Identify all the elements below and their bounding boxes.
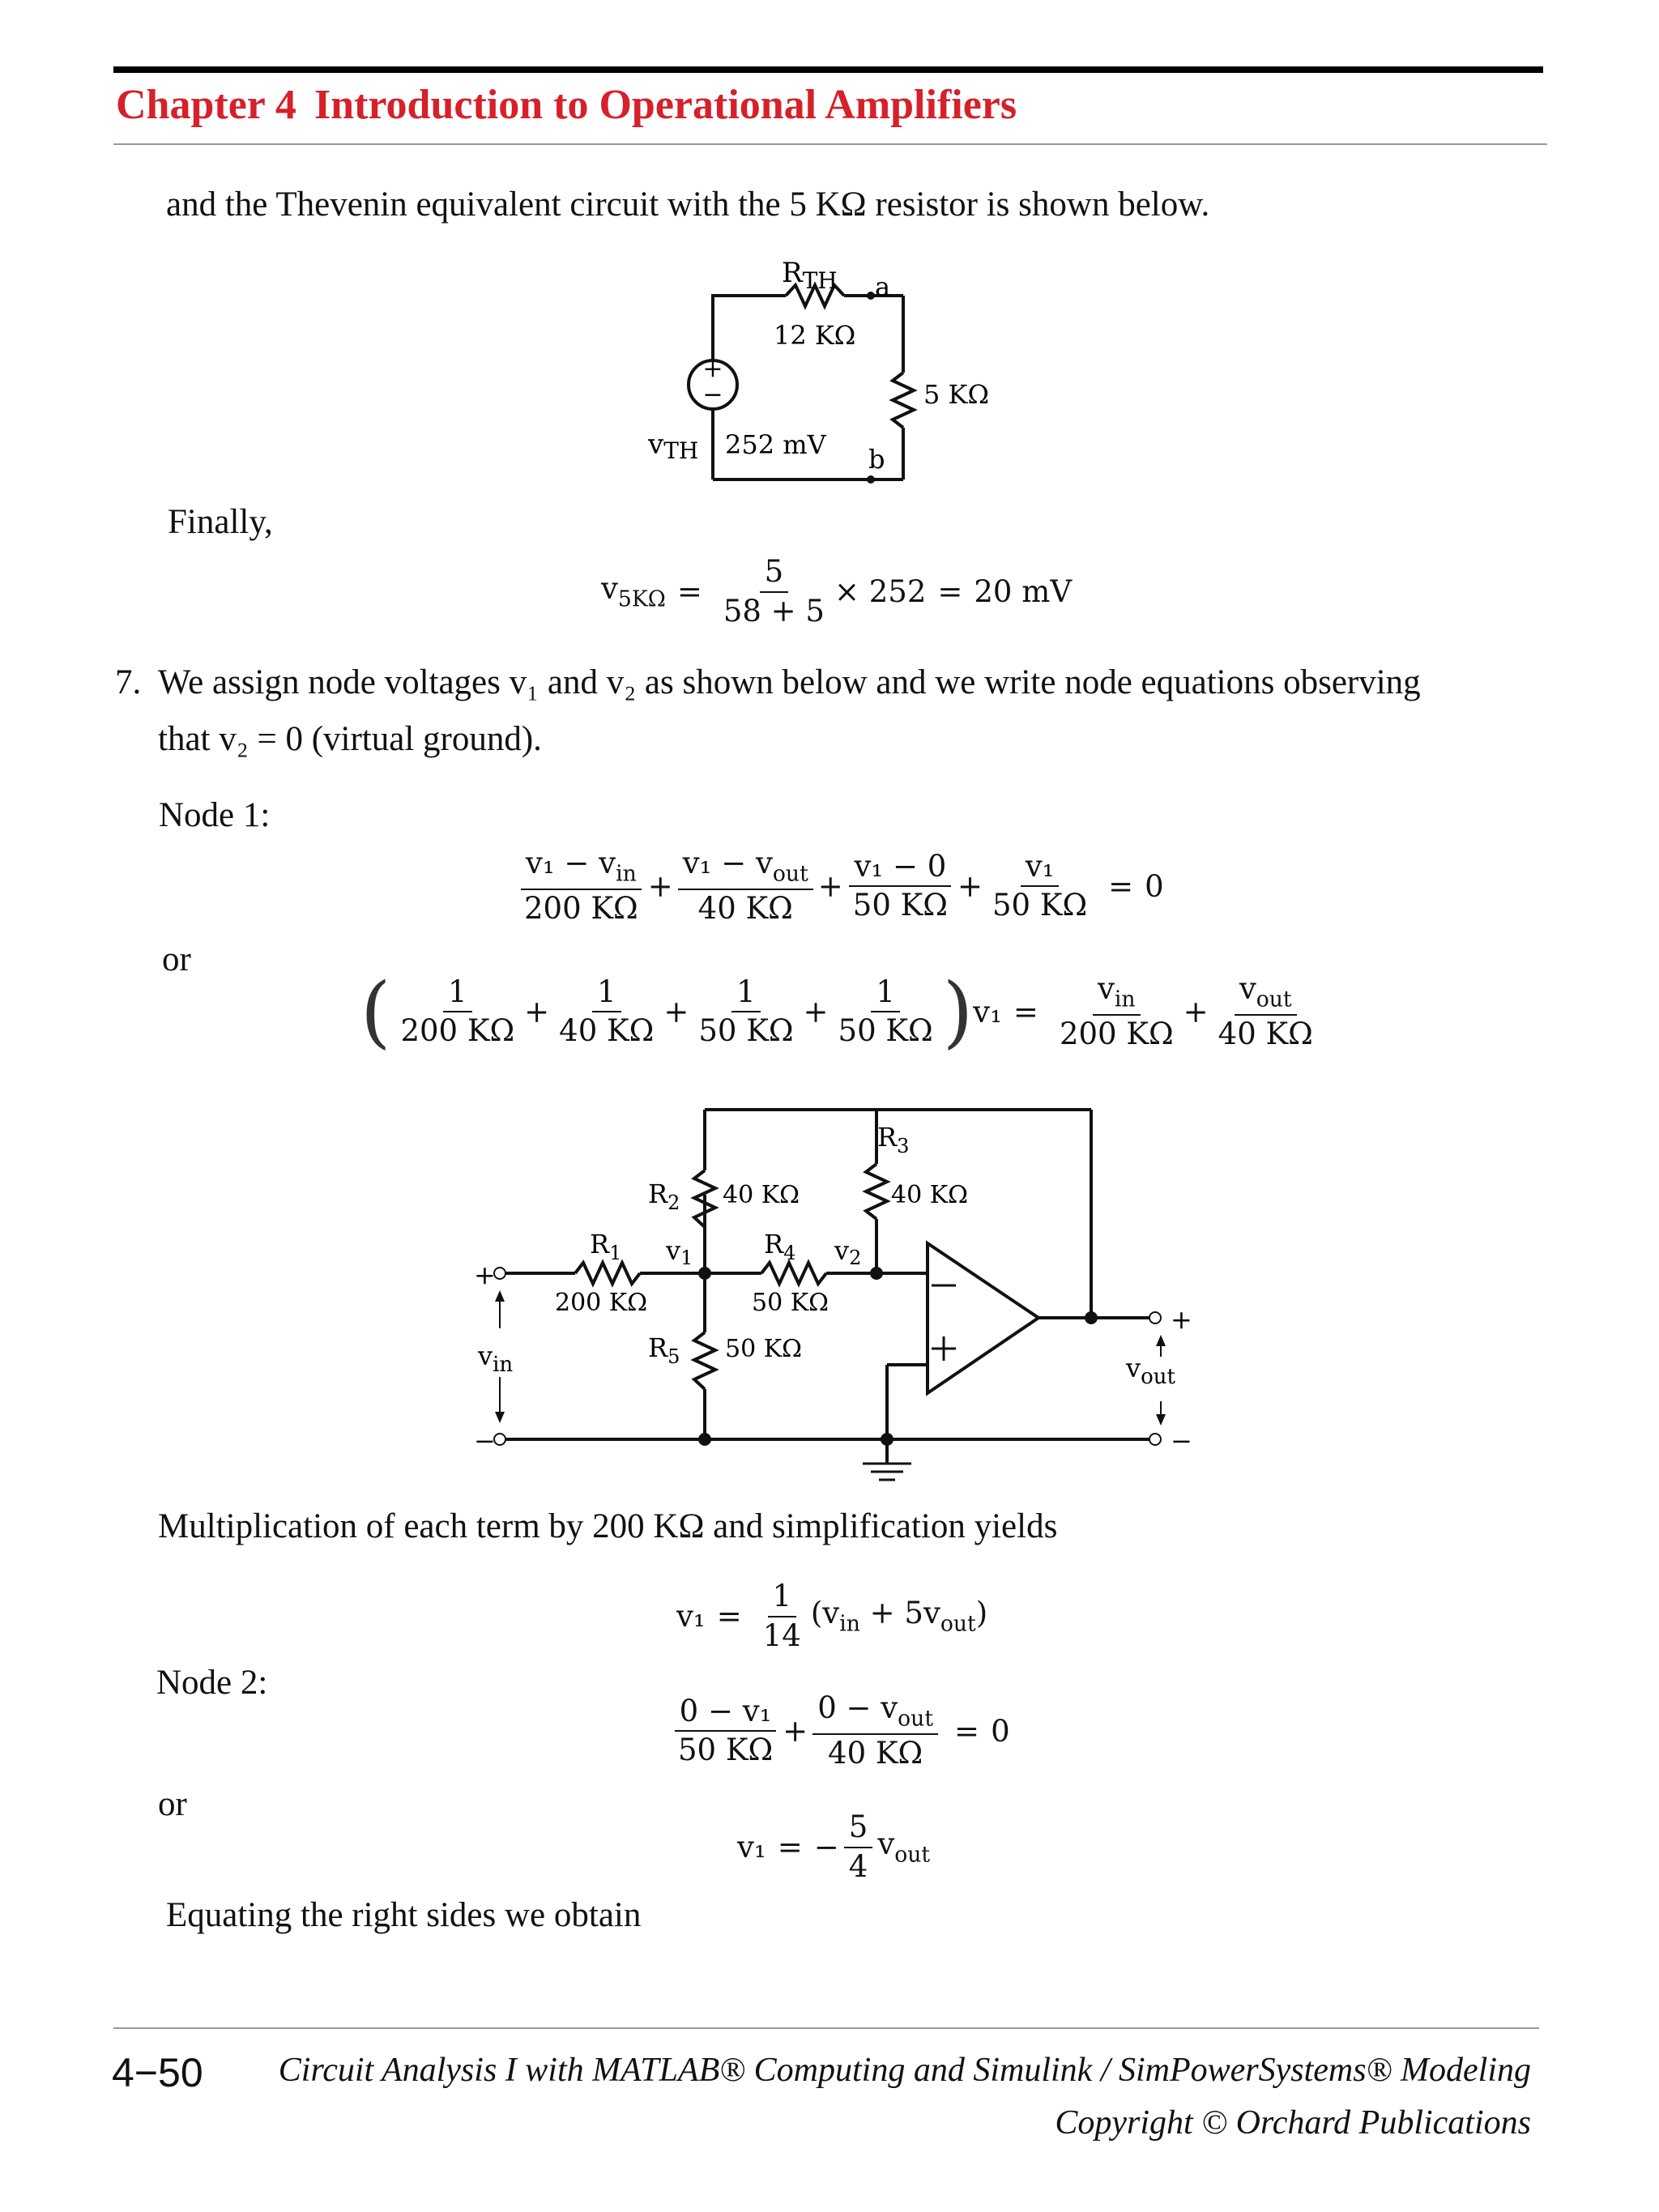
vout-plus-label: + (1171, 1304, 1192, 1335)
node-v1-dot (698, 1267, 711, 1280)
eq-sign-2: = (937, 574, 963, 610)
thevenin-circuit-diagram (624, 257, 989, 494)
rhs-vout-term: $\frac{v_{out}}{40 K\Omega}$ (1218, 971, 1313, 1051)
v5k-lhs: $v_{5K\Omega}$ (601, 571, 666, 612)
r5-value: 50 KΩ (725, 1335, 802, 1363)
finally-text: Finally, (168, 503, 273, 541)
vout-plus-terminal (1149, 1312, 1161, 1323)
times-term: × 252 (834, 574, 927, 610)
equation-node1 (514, 846, 1164, 926)
rth-label: $R_{TH}$ (782, 257, 838, 294)
equation-v1-first (676, 1579, 987, 1653)
vin-minus-label: − (474, 1426, 496, 1456)
node2-term1: $\frac{\text{0 − v₁}}{50 K\Omega}$ (673, 1694, 778, 1768)
thevenin-intro-text: and the Thevenin equivalent circuit with the 5 KΩ resistor is shown below. (166, 185, 1210, 224)
item-7-number: 7. (115, 663, 142, 701)
v1-lhs: v₁ (676, 1599, 706, 1634)
node-a-label: a (875, 271, 891, 302)
right-paren: ) (942, 966, 974, 1058)
load-value: 5 KΩ (923, 379, 989, 410)
node1-label: Node 1: (159, 796, 271, 834)
eq-sign: = (777, 1830, 803, 1865)
node-v2-dot (870, 1267, 883, 1280)
output-node-dot (1085, 1311, 1098, 1324)
or-label-2: or (158, 1785, 187, 1823)
node1-term3: $\frac{\text{v₁ − 0}}{50 K\Omega}$ (848, 850, 953, 923)
plus: + (524, 994, 550, 1029)
plus: + (783, 1713, 808, 1749)
r5-resistor (694, 1332, 715, 1389)
equation-node2 (668, 1691, 1010, 1771)
equating-text: Equating the right sides we obtain (166, 1896, 642, 1934)
op-amp-triangle (928, 1243, 1038, 1393)
r1-value: 200 KΩ (555, 1289, 648, 1317)
minus-sign: − (813, 1830, 839, 1865)
v1-lhs: v₁ (737, 1830, 766, 1865)
source-minus: − (702, 381, 723, 409)
vth-label: vTH (648, 428, 699, 464)
equation-node1-rearranged (360, 966, 1323, 1058)
r1-label: $R_1$ (590, 1229, 622, 1264)
five-fourths: $\frac{5}{4}$ (844, 1810, 873, 1884)
r3-label: $R_3$ (877, 1122, 910, 1157)
term-1-over-40k: $\frac{1}{40 K\Omega}$ (559, 974, 655, 1049)
v1-rhs-expression: $(v_{in} + 5v_{out})$ (810, 1596, 988, 1637)
source-plus: + (702, 355, 723, 383)
eq-sign: = (676, 574, 702, 610)
node1-term2: $\frac{v_1 - v_{out}}{40 K\Omega}$ (678, 846, 813, 926)
eq-sign: = (954, 1713, 980, 1749)
r4-resistor (761, 1263, 826, 1284)
r2-value: 40 KΩ (723, 1181, 800, 1209)
v1-label: v1 (666, 1235, 693, 1269)
vout-minus-label: − (1171, 1426, 1192, 1456)
multiplication-text: Multiplication of each term by 200 KΩ and simplification yields (158, 1507, 1058, 1545)
r3-value: 40 KΩ (891, 1181, 968, 1209)
copyright-line: Copyright © Orchard Publications (1055, 2104, 1531, 2142)
r1-resistor (575, 1263, 640, 1284)
chapter-heading (116, 81, 1017, 129)
node2-rhs: 0 (991, 1713, 1010, 1749)
fraction: $\frac{5}{58 + 5}$ (723, 554, 825, 629)
vth-value: 252 mV (725, 429, 826, 460)
op-amp-circuit-diagram (454, 1097, 1223, 1502)
plus: + (647, 868, 673, 904)
vin-minus-terminal (494, 1434, 505, 1445)
r2-label: $R_2$ (648, 1178, 680, 1214)
term-1-over-50k-b: $\frac{1}{50 K\Omega}$ (838, 974, 933, 1049)
eq-sign: = (1013, 994, 1038, 1029)
node1-term1: $\frac{v_1 - v_{in}}{200 K\Omega}$ (519, 846, 643, 926)
node2-term2: $\frac{0 - v_{out}}{40 K\Omega}$ (812, 1691, 938, 1771)
book-title: Circuit Analysis I with MATLAB® Computing and Simulink / SimPowerSystems® Modeling (278, 2052, 1531, 2089)
load-resistor (893, 373, 914, 428)
footer-rule (113, 2027, 1539, 2029)
vout-minus-terminal (1149, 1434, 1161, 1445)
plus: + (1183, 994, 1209, 1029)
node1-term4: $\frac{\text{v₁}}{50 K\Omega}$ (992, 848, 1088, 923)
r5-label: $R_5$ (648, 1332, 680, 1368)
chapter-number: Chapter 4 (116, 82, 296, 128)
plus: + (663, 994, 689, 1029)
node-a-dot (867, 292, 875, 300)
rth-value: 12 KΩ (774, 320, 856, 351)
term-1-over-200k: $\frac{1}{200 K\Omega}$ (400, 974, 515, 1049)
v2-label: v2 (834, 1235, 862, 1269)
or-label-1: or (162, 940, 191, 978)
r3-resistor (866, 1164, 887, 1219)
plus: + (803, 994, 829, 1029)
r4-value: 50 KΩ (752, 1289, 829, 1317)
header-rule (113, 66, 1543, 73)
r4-label: $R_4$ (764, 1229, 796, 1264)
one-fourteenth: $\frac{1}{14}$ (762, 1579, 801, 1653)
v5k-result: 20 mV (974, 574, 1073, 610)
node-b-dot (867, 475, 875, 484)
node-b-label: b (868, 444, 885, 475)
term-1-over-50k-a: $\frac{1}{50 K\Omega}$ (698, 974, 794, 1049)
ground-node-dot-2 (881, 1433, 893, 1446)
vin-plus-label: + (474, 1259, 496, 1290)
plus: + (817, 868, 843, 904)
v1-symbol: v₁ (973, 994, 1002, 1029)
eq-sign: = (716, 1599, 742, 1634)
vin-plus-terminal (494, 1268, 505, 1279)
equation-v5k (601, 555, 1072, 629)
plus: + (957, 868, 983, 904)
node1-rhs: 0 (1145, 868, 1164, 904)
vout-label: $v_{out}$ (1126, 1353, 1175, 1389)
item-7-line1: We assign node voltages v₁ and v₂ as shown below and we write node equations observing (158, 663, 1421, 701)
eq-sign: = (1108, 868, 1134, 904)
ground-node-dot-1 (698, 1433, 711, 1446)
rhs-vin-term: $\frac{v_{in}}{200 K\Omega}$ (1059, 971, 1174, 1051)
vin-label: $v_{in}$ (478, 1340, 514, 1377)
left-paren: ( (360, 966, 391, 1058)
node2-label: Node 2: (156, 1664, 268, 1702)
page-number: 4−50 (112, 2050, 203, 2095)
header-thin-rule (113, 143, 1547, 145)
vout-term: $v_{out}$ (877, 1826, 931, 1868)
equation-v1-second (737, 1810, 930, 1884)
item-7-line2: that v₂ = 0 (virtual ground). (158, 720, 542, 758)
chapter-title: Introduction to Operational Amplifiers (313, 82, 1017, 128)
